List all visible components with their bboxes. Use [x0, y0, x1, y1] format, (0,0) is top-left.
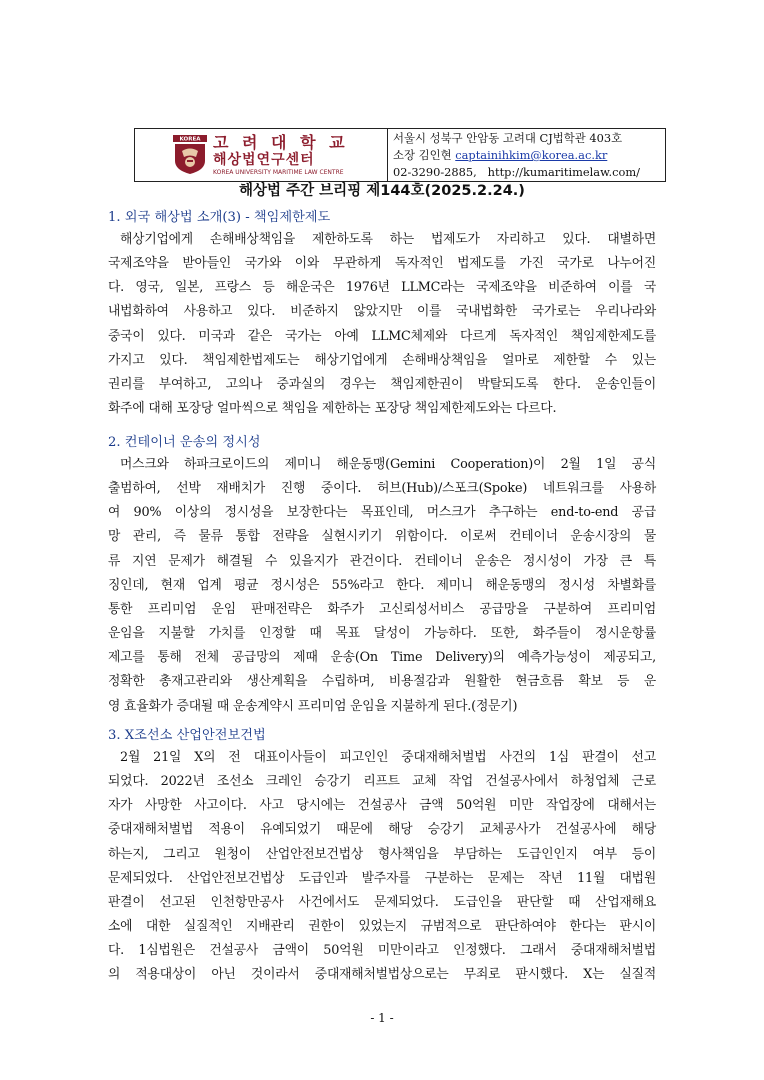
body-line: 출범하여, 선박 재배치가 진행 중이다. 허브(Hub)/스포크(Spoke) 네트워크를 사용하 — [108, 481, 656, 497]
director-email-link[interactable]: captainihkim@korea.ac.kr — [455, 148, 608, 162]
phone-web-line — [393, 164, 665, 180]
body-line: 해상기업에게 손해배상책임을 제한하도록 하는 법제도가 자리하고 있다. 대별하면 — [120, 232, 656, 247]
logo-text — [213, 132, 349, 176]
body-line: 의 적용대상이 아닌 것이라서 중대재해처벌법상으로는 무죄로 판시했다. X는 실질적 — [108, 967, 656, 983]
section-heading-3: 3. X조선소 산업안전보건법 — [108, 728, 266, 743]
section-body-3 — [108, 746, 656, 988]
body-line: 정확한 총재고관리와 생산계획을 수립하며, 비용절감과 원활한 현금흐름 확보 등 운 — [108, 674, 656, 690]
body-line: 2월 21일 X의 전 대표이사들이 피고인인 중대재해처벌법 사건의 1심 판결이 선고 — [120, 750, 656, 765]
university-emblem-icon — [173, 135, 207, 175]
body-line: 되었다. 2022년 조선소 크레인 승강기 리프트 교체 작업 건설공사에서 하청업체 근로 — [108, 774, 656, 790]
logo-english-name: KOREA UNIVERSITY MARITIME LAW CENTRE — [213, 168, 344, 176]
section-body-1 — [108, 228, 656, 421]
body-line: 하는지, 그리고 원청이 산업안전보건법상 형사책임을 부담하는 도급인인지 여부 등이 — [108, 846, 656, 862]
body-line: 화주에 대해 포장당 얼마씩으로 책임을 제한하는 포장당 책임제한제도와는 다르다. — [108, 401, 557, 417]
body-line: 여 90% 이상의 정시성을 보장한다는 목표인데, 머스크가 추구하는 end-to-end 공급 — [108, 505, 656, 521]
address-line: 서울시 성북구 안암동 고려대 CJ법학관 403호 — [393, 131, 623, 145]
letterhead-box — [134, 128, 666, 182]
body-line: 다. 영국, 일본, 프랑스 등 해운국은 1976년 LLMC라는 국제조약을 비준하여 이를 국 — [108, 280, 656, 296]
logo-center-name: 해상법연구센터 — [213, 151, 315, 168]
body-line: 머스크와 하파크로이드의 제미니 해운동맹(Gemini Cooperation)이 2월 1일 공식 — [120, 457, 656, 472]
body-line: 권리를 부여하고, 고의나 중과실의 경우는 책임제한권이 박탈되도록 한다. 운송인들이 — [108, 376, 656, 392]
body-line: 문제되었다. 산업안전보건법상 도급인과 발주자를 구분하는 문제는 작년 11월 대법원 — [108, 870, 656, 886]
body-line: 판결이 선고된 인천항만공사 사건에서도 문제되었다. 도급인을 판단할 때 산업재해요 — [108, 894, 656, 910]
body-line: 망 관리, 즉 물류 통합 전략을 실현시키기 위함이다. 이로써 컨테이너 운송시장의 물 — [108, 529, 656, 545]
section-heading-2: 2. 컨테이너 운송의 정시성 — [108, 435, 261, 450]
body-line: 내법화하여 사용하고 있다. 비준하지 않았지만 이를 국내법화한 국가로는 우리나라와 — [108, 304, 656, 320]
body-line: 징인데, 현재 업계 평균 정시성은 55%라고 한다. 제미니 해운동맹의 정시성 차별화를 — [108, 577, 656, 593]
logo-university-name: 고 려 대 학 교 — [213, 132, 349, 152]
body-line: 류 지연 문제가 해결될 수 있을지가 관건이다. 컨테이너 운송은 정시성이 가장 큰 특 — [108, 553, 656, 569]
svg-text:KOREA: KOREA — [179, 136, 201, 143]
director-line — [393, 147, 665, 163]
briefing-title: 해상법 주간 브리핑 제144호(2025.2.24.) — [239, 183, 525, 199]
body-line: 가지고 있다. 책임제한법제도는 해상기업에게 손해배상책임을 얼마로 제한할 수 있는 — [108, 352, 656, 368]
phone-number: 02-3290-2885, — [393, 165, 488, 179]
page-number: - 1 - — [370, 1011, 394, 1025]
body-line: 국제조약을 받아들인 국가와 이와 무관하게 독자적인 법제도를 가진 국가로 나누어진 — [108, 256, 656, 272]
body-line: 제고를 통해 전체 공급망의 제때 운송(On Time Delivery)의 예측가능성이 제공되고, — [108, 650, 656, 666]
section-heading-1: 1. 외국 해상법 소개(3) - 책임제한제도 — [108, 210, 331, 225]
section-body-2 — [108, 453, 656, 719]
body-line: 영 효율화가 증대될 때 운송계약시 프리미엄 운임을 지불하게 된다.(정문기) — [108, 698, 518, 714]
website-link[interactable]: http://kumaritimelaw.com/ — [487, 165, 640, 179]
body-line: 중대재해처벌법 적용이 유예되었기 때문에 해당 승강기 교체공사가 건설공사에 해당 — [108, 822, 656, 838]
body-line: 중국이 있다. 미국과 같은 국가는 아예 LLMC체제와 다르게 독자적인 책임제한제도를 — [108, 328, 656, 344]
body-line: 통한 프리미엄 운임 판매전략은 화주가 고신뢰성서비스 공급망을 구분하여 프리미엄 — [108, 601, 656, 617]
body-line: 다. 1심법원은 건설공사 금액이 50억원 미만이라고 인정했다. 그래서 중대재해처벌법 — [108, 943, 656, 959]
body-line: 운임을 지불할 가치를 인정할 때 목표 달성이 가능하다. 또한, 화주들이 정시운항률 — [108, 626, 656, 642]
body-line: 소에 대한 실질적인 지배관리 권한이 있었는지 규범적으로 판단하여야 한다는 판시이 — [108, 919, 656, 935]
body-line: 자가 사망한 사고이다. 사고 당시에는 건설공사 금액 50억원 미만 작업장에 대해서는 — [108, 798, 656, 814]
contact-info — [388, 129, 665, 181]
director-label: 소장 김인현 — [393, 148, 456, 162]
logo-area — [135, 129, 388, 181]
